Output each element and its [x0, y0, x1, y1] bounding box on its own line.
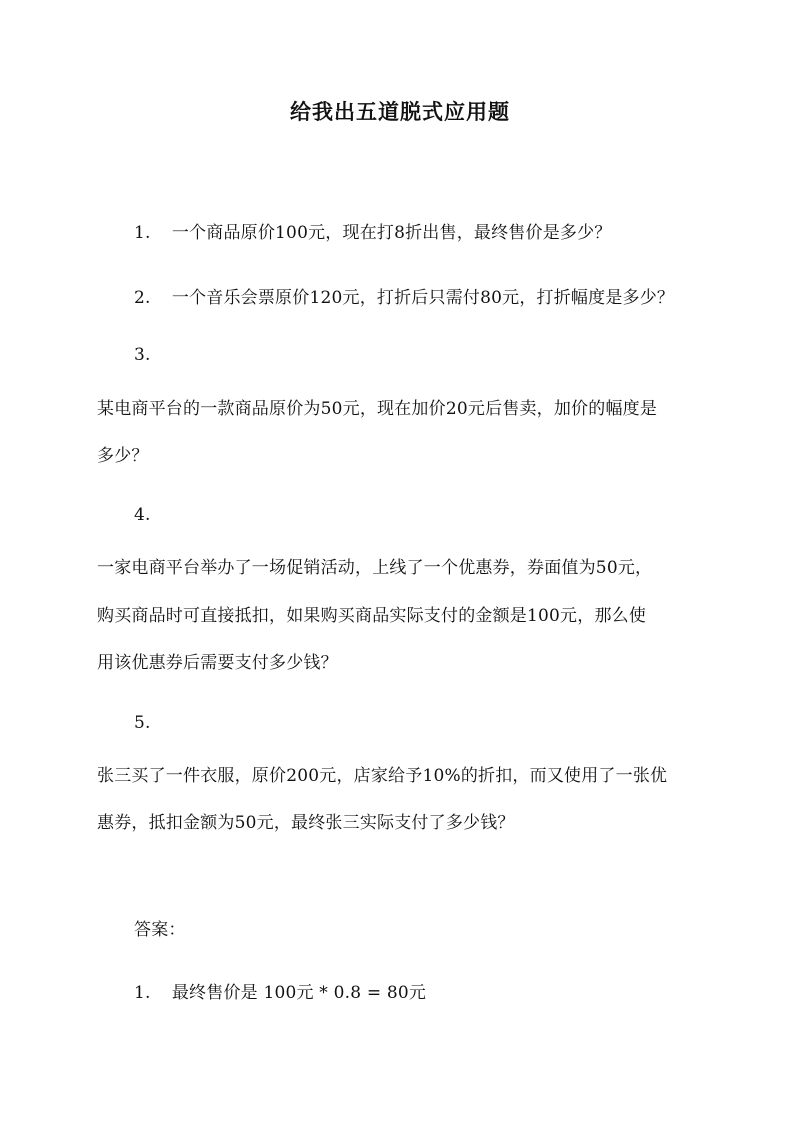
question-text: 一个音乐会票原价120元，打折后只需付80元，打折幅度是多少？	[171, 288, 675, 308]
question-text: 一个商品原价100元，现在打8折出售，最终售价是多少？	[171, 223, 612, 243]
question-5-number: 5.	[134, 713, 151, 733]
answer-1	[134, 978, 426, 1003]
question-number: 1.	[134, 223, 151, 243]
question-3-line-2: 多少？	[97, 446, 149, 466]
question-5-line-1: 张三买了一件衣服，原价200元，店家给予10%的折扣，而又使用了一张优	[97, 766, 668, 786]
document-title: 给我出五道脱式应用题	[290, 99, 510, 124]
question-2	[134, 283, 674, 308]
question-3-number: 3.	[134, 345, 151, 365]
answer-text: 最终售价是 100元 * 0.8 = 80元	[171, 983, 427, 1003]
question-4-line-1: 一家电商平台举办了一场促销活动，上线了一个优惠券，券面值为50元，	[97, 558, 653, 578]
question-3-line-1: 某电商平台的一款商品原价为50元，现在加价20元后售卖，加价的幅度是	[97, 399, 658, 419]
answers-heading: 答案：	[134, 920, 186, 940]
question-number: 2.	[134, 288, 151, 308]
answer-number: 1.	[134, 983, 151, 1003]
question-4-line-3: 用该优惠券后需要支付多少钱？	[97, 653, 338, 673]
question-5-line-2: 惠券，抵扣金额为50元，最终张三实际支付了多少钱？	[97, 813, 515, 833]
question-1	[134, 218, 612, 243]
question-4-number: 4.	[134, 505, 151, 525]
question-4-line-2: 购买商品时可直接抵扣，如果购买商品实际支付的金额是100元，那么使	[97, 606, 647, 626]
